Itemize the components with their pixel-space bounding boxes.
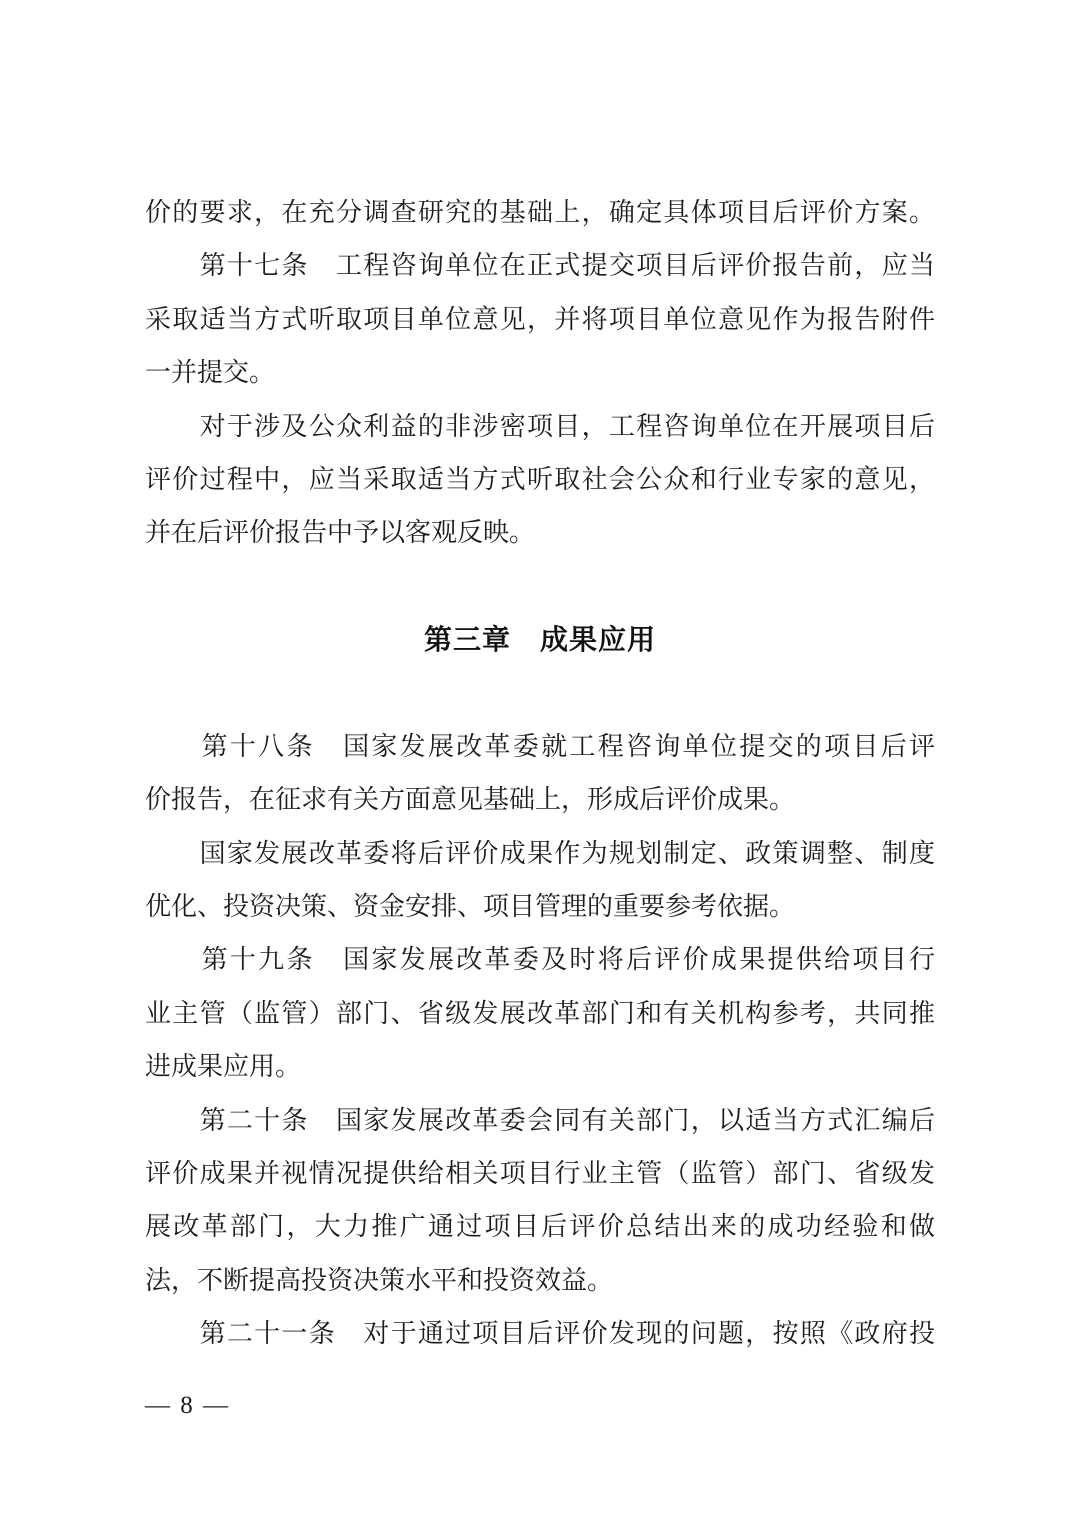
document-line: 采取适当方式听取项目单位意见，并将项目单位意见作为报告附件 [145,304,935,334]
document-line: 第二十条 国家发展改革委会同有关部门，以适当方式汇编后 [145,1105,935,1135]
document-line: 第十九条 国家发展改革委及时将后评价成果提供给项目行 [145,945,935,975]
document-line: 第二十一条 对于通过项目后评价发现的问题，按照《政府投 [145,1319,935,1349]
document-line: 第十八条 国家发展改革委就工程咨询单位提交的项目后评 [145,731,935,761]
document-line: 一并提交。 [145,358,276,388]
document-line: 评价成果并视情况提供给相关项目行业主管（监管）部门、省级发 [145,1159,935,1189]
document-line: 价的要求，在充分调查研究的基础上，确定具体项目后评价方案。 [145,198,935,227]
page-number: — 8 — [145,1392,230,1419]
document-line: 价报告，在征求有关方面意见基础上，形成后评价成果。 [145,785,796,815]
chapter-heading: 第三章 成果应用 [423,624,656,656]
document-line: 进成果应用。 [145,1052,302,1082]
document-line: 业主管（监管）部门、省级发展改革部门和有关机构参考，共同推 [145,998,935,1028]
document-line: 并在后评价报告中予以客观反映。 [145,518,536,548]
document-line: 评价过程中，应当采取适当方式听取社会公众和行业专家的意见， [145,464,935,494]
document-line: 对于涉及公众利益的非涉密项目，工程咨询单位在开展项目后 [145,411,935,441]
document-line: 国家发展改革委将后评价成果作为规划制定、政策调整、制度 [145,838,935,868]
document-line: 优化、投资决策、资金安排、项目管理的重要参考依据。 [145,892,796,922]
document-line: 法，不断提高投资决策水平和投资效益。 [145,1265,614,1295]
document-line: 第十七条 工程咨询单位在正式提交项目后评价报告前，应当 [145,251,935,281]
document-line: 展改革部门，大力推广通过项目后评价总结出来的成功经验和做 [145,1212,935,1242]
document-text-block [145,186,935,1361]
